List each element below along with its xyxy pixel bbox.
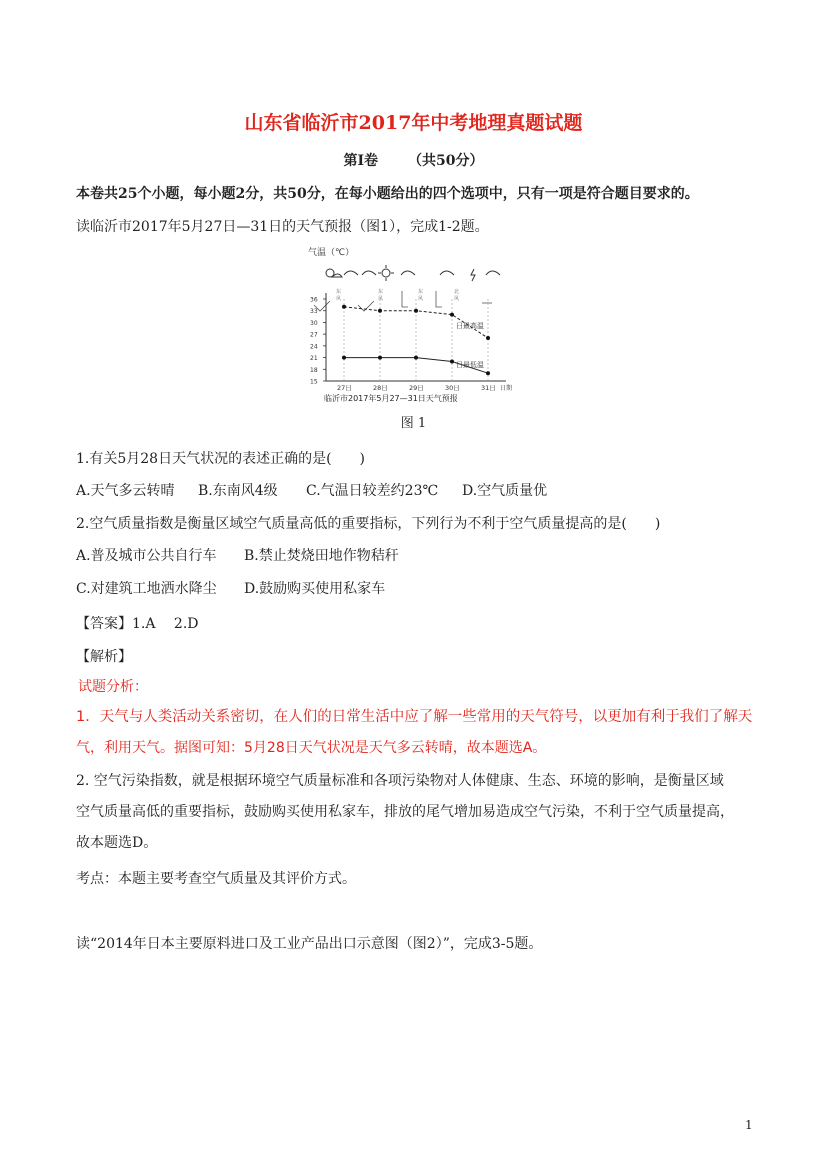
question-1: 1.有关5月28日天气状况的表述正确的是( ) [76,451,366,467]
x-tick-label: 28日 [373,384,388,392]
chart-caption: 临沂市2017年5月27—31日天气预报 [324,394,458,403]
analysis-2-line-3: 故本题选D。 [76,835,158,851]
q2-option-a: A.普及城市公共自行车 [76,548,217,564]
analysis-1-line-1: 1．天气与人类活动关系密切，在人们的日常生活中应了解一些常用的天气符号，以更加有利于我们了解天 [76,709,753,725]
q2-option-d: D.鼓励购买使用私家车 [244,581,386,597]
svg-text:北: 北 [454,289,460,295]
svg-text:风: 风 [336,296,342,302]
chart-ylabel: 气温（℃） [308,248,355,258]
q1-option-b: B.东南风4级 [198,483,278,499]
weather-forecast-chart [306,243,534,405]
low-temp-point [414,356,418,360]
low-temp-point [378,356,382,360]
high-temp-point [450,313,454,317]
x-tick-label: 31日 [481,384,496,392]
low-temp-label: 日最低温 [456,361,484,369]
high-temp-point [414,309,418,313]
y-tick-label: 24 [310,343,318,351]
low-temp-point [486,371,490,375]
q1-option-a: A.天气多云转晴 [76,483,175,499]
high-temp-point [378,309,382,313]
question-1-options [76,481,756,501]
q2-option-b: B.禁止焚烧田地作物秸秆 [244,548,399,564]
points-label: （共50分） [408,153,484,169]
analysis-2-line-1: 2. 空气污染指数，就是根据环境空气质量标准和各项污染物对人体健康、生态、环境的影响，是衡量区域 [76,773,724,789]
y-tick-label: 18 [310,366,318,374]
document-title: 山东省临沂市2017年中考地理真题试题 [244,112,583,134]
x-tick-label: 27日 [337,384,352,392]
figure-caption: 图 1 [400,416,427,431]
page-number: 1 [745,1118,753,1132]
y-tick-label: 36 [310,296,318,304]
low-temp-point [342,356,346,360]
intro-paragraph-2: 读“2014年日本主要原料进口及工业产品出口示意图（图2）”，完成3-5题。 [76,936,543,952]
analysis-heading: 试题分析： [78,679,148,695]
question-2-options-row-1 [76,546,756,566]
x-tick-label: 30日 [445,384,460,392]
q1-option-c: C.气温日较差约23℃ [306,483,439,499]
q1-option-d: D.空气质量优 [462,483,548,499]
x-tick-label: 29日 [409,384,424,392]
svg-text:风: 风 [378,296,384,302]
y-tick-label: 30 [310,319,318,327]
question-2: 2.空气质量指数是衡量区域空气质量高低的重要指标，下列行为不利于空气质量提高的是( ) [76,516,661,532]
kaodian-line: 考点：本题主要考查空气质量及其评价方式。 [76,871,356,887]
svg-text:风: 风 [418,296,424,302]
y-tick-label: 21 [310,355,318,363]
svg-text:东: 东 [378,289,384,295]
instruction-text: 本卷共25个小题，每小题2分，共50分，在每小题给出的四个选项中，只有一项是符合题目要求的。 [76,186,699,202]
analysis-2-line-2: 空气质量高低的重要指标，鼓励购买使用私家车，排放的尾气增加易造成空气污染，不利于空气质量提高， [76,804,734,820]
high-temp-label: 日最高温 [456,322,484,330]
q2-option-c: C.对建筑工地洒水降尘 [76,581,217,597]
analysis-1-line-2: 气，利用天气。据图可知：5月28日天气状况是天气多云转晴，故本题选A。 [76,740,547,756]
y-tick-label: 15 [310,378,318,386]
svg-text:东: 东 [418,289,424,295]
low-temp-point [450,359,454,363]
svg-text:东: 东 [336,289,342,295]
intro-paragraph-1: 读临沂市2017年5月27日—31日的天气预报（图1），完成1-2题。 [76,219,489,235]
svg-text:风: 风 [454,296,460,302]
section-header [0,150,827,170]
high-temp-point [342,305,346,309]
y-tick-label: 27 [310,331,318,339]
analysis-label: 【解析】 [76,649,132,665]
x-axis-unit: 日期 [500,385,513,392]
question-2-options-row-2 [76,579,756,599]
y-tick-label: 33 [310,308,318,316]
answer-line: 【答案】1.A 2.D [76,616,199,632]
part-label: 第Ⅰ卷 [343,153,379,169]
high-temp-point [486,336,490,340]
